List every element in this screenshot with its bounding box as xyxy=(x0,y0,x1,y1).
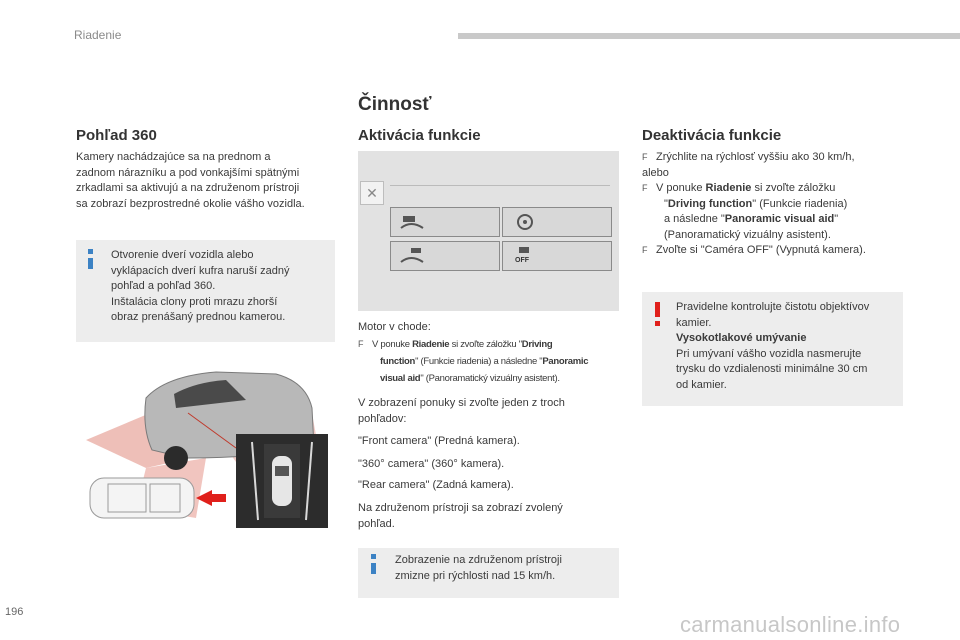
close-icon: ✕ xyxy=(360,181,384,205)
camera-360-icon xyxy=(511,212,539,232)
col1-info-text: Otvorenie dverí vozidla alebo vyklápacích dverí kufra naruší zadný pohľad a pohľad 360. Inštalácia clony proti mrazu zhorší obraz prenášaný prednou kamerou. xyxy=(111,249,290,323)
front-camera-icon xyxy=(399,212,427,232)
warning-icon xyxy=(655,302,660,317)
off-label: OFF xyxy=(515,257,529,264)
car-topview-diagram xyxy=(84,470,230,530)
tile-rear-camera xyxy=(390,241,500,271)
camera-display-screen xyxy=(236,434,328,528)
choose-view-text: V zobrazení ponuky si zvoľte jeden z troch pohľadov: xyxy=(358,397,565,425)
tile-360-camera xyxy=(502,207,612,237)
touchscreen-image xyxy=(358,151,619,311)
col2-heading: Aktivácia funkcie xyxy=(358,127,481,144)
deactivation-steps: F Zrýchlite na rýchlosť vyššiu ako 30 km/h, alebo F V ponuke Riadenie si zvoľte záložku "Driving function" (Funkcie riadenia) a následne "Panoramic visual aid" (Panoramatický vizuálny asistent). F Zvoľte si "Caméra OFF" (Vypnutá kamera). xyxy=(642,151,866,256)
tile-front-camera xyxy=(390,207,500,237)
header-rule xyxy=(458,33,960,39)
col1-intro: Kamery nachádzajúce sa na prednom a zadnom nárazníku a pod vonkajšími spätnými zrkadlami sa aktivujú a na združenom prístroji sa zobrazí bezprostredné okolie vášho vozidla. xyxy=(76,151,305,210)
option-360: "360° camera" (360° kamera). xyxy=(358,458,505,470)
page-number: 196 xyxy=(5,606,24,618)
cluster-display-text: Na združenom prístroji sa zobrazí zvolený pohľad. xyxy=(358,502,563,530)
page-title: Činnosť xyxy=(358,94,432,115)
watermark: carmanualsonline.info xyxy=(680,612,901,637)
info-icon xyxy=(88,258,93,269)
warning-text: Pravidelne kontrolujte čistotu objektívov kamier. Vysokotlakové umývanie Pri umývaní vášho vozidla nasmerujte trysku do vzdialenosti minimálne 30 cm od kamier. xyxy=(676,301,870,391)
col1-heading: Pohľad 360 xyxy=(76,127,157,144)
rear-camera-icon xyxy=(399,246,427,266)
tile-camera-off xyxy=(502,241,612,271)
info-icon xyxy=(371,563,376,574)
option-front: "Front camera" (Predná kamera). xyxy=(358,435,520,447)
col2-info-text: Zobrazenie na združenom prístroji zmizne pri rýchlosti nad 15 km/h. xyxy=(395,554,562,582)
section-header: Riadenie xyxy=(74,28,122,42)
motor-running: Motor v chode: xyxy=(358,321,431,333)
camera-off-icon xyxy=(511,246,539,256)
option-rear: "Rear camera" (Zadná kamera). xyxy=(358,479,514,491)
col3-heading: Deaktivácia funkcie xyxy=(642,127,782,144)
activation-step: F V ponuke Riadenie si zvoľte záložku "Driving function" (Funkcie riadenia) a následne "Panoramic visual aid" (Panoramatický vizuálny asistent). xyxy=(358,339,589,384)
